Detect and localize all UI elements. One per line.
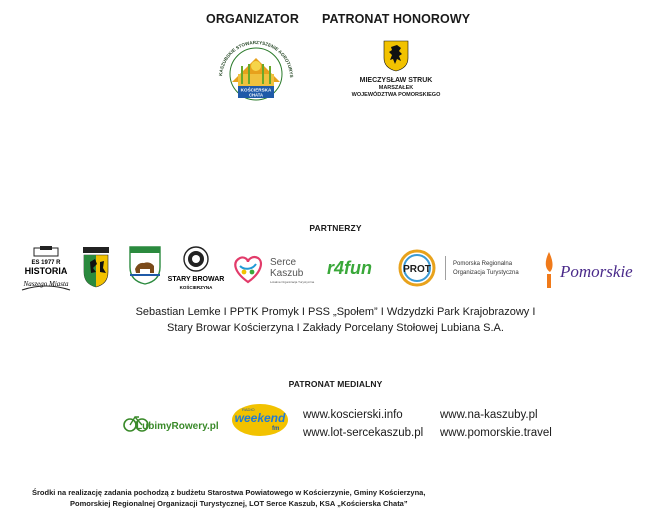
lubimy-rowery-logo <box>122 406 220 436</box>
weekend-text: weekend <box>234 411 286 425</box>
link-na-kaszuby[interactable]: www.na-kaszuby.pl <box>440 409 538 421</box>
prot-line2: Organizacja Turystyczna <box>453 270 519 276</box>
weekend-fm: fm <box>272 426 280 432</box>
serce-line2: Kaszub <box>270 268 304 279</box>
patron-block <box>336 40 456 106</box>
partners-list-line1: Sebastian Lemke I PPTK Promyk I PSS „Społem” I Wdzydzki Park Krajobrazowy I <box>135 306 536 318</box>
partners-heading: PARTNERZY <box>309 223 362 233</box>
link-lot-sercekaszub[interactable]: www.lot-sercekaszub.pl <box>303 427 424 439</box>
historia-naszego-miasta-logo <box>18 246 74 294</box>
serce-small: Lokalna Organizacja Turystyczna <box>270 280 315 284</box>
organizer-heading: ORGANIZATOR <box>206 12 299 26</box>
prot-badge-text: PROT <box>403 264 431 275</box>
patron-name: MIECZYSŁAW STRUK <box>359 77 433 84</box>
funding-note-line1: Środki na realizację zadania pochodzą z budżetu Starostwa Powiatowego w Kościerzynie, Gminy Kościerzyna, <box>32 488 426 497</box>
pomorskie-brand-logo <box>542 250 662 290</box>
honorary-patronage-heading: PATRONAT HONOROWY <box>322 12 471 26</box>
powiat-koscierski-crest-icon <box>81 246 111 288</box>
radio-weekend-fm-logo <box>230 402 290 438</box>
stary-browar-logo <box>167 244 225 292</box>
funding-note-line2: Pomorskiej Regionalnej Organizacji Turystycznej, LOT Serce Kaszub, KSA „Kościerska Chata” <box>70 499 408 508</box>
serce-line1: Serce <box>270 257 297 268</box>
organizer-ring-text: KASZUBSKIE STOWARZYSZENIE AGROTURYS <box>218 39 295 78</box>
weekend-small: RADIO <box>242 407 255 412</box>
serce-kaszub-logo <box>230 252 314 286</box>
media-patronage-heading: PATRONAT MEDIALNY <box>288 379 383 389</box>
r4fun-logo <box>325 254 387 280</box>
prot-line1: Pomorska Regionalna <box>453 261 513 267</box>
link-pomorskie-travel[interactable]: www.pomorskie.travel <box>440 427 552 439</box>
historia-top-text: ES 1977 R <box>31 260 61 266</box>
patron-region: WOJEWÓDZTWA POMORSKIEGO <box>351 92 441 98</box>
pomorskie-emblem-icon <box>383 40 409 72</box>
browar-top-text: STARY BROWAR <box>167 276 225 283</box>
r4fun-text: r4fun <box>327 258 372 278</box>
gmina-koscierzyna-crest-icon <box>128 245 162 285</box>
organizer-badge-line2: CHATA <box>248 92 264 98</box>
prot-logo <box>398 250 528 286</box>
link-koscierski-info[interactable]: www.koscierski.info <box>303 409 403 421</box>
browar-bottom-text: KOŚCIERZYNA <box>179 285 213 290</box>
patron-title: MARSZAŁEK <box>378 85 414 91</box>
pomorskie-text: Pomorskie <box>560 262 633 281</box>
historia-script-text: Naszego Miasta <box>23 280 69 288</box>
koscierska-chata-logo <box>210 36 302 106</box>
organizer-badge-line1: KOŚCIERSKA <box>240 87 272 93</box>
partners-list-line2: Stary Browar Kościerzyna I Zakłady Porcelany Stołowej Lubiana S.A. <box>167 322 504 334</box>
historia-main-text: HISTORIA <box>24 266 68 276</box>
lubimy-text: LubimyRowery.pl <box>136 421 219 432</box>
